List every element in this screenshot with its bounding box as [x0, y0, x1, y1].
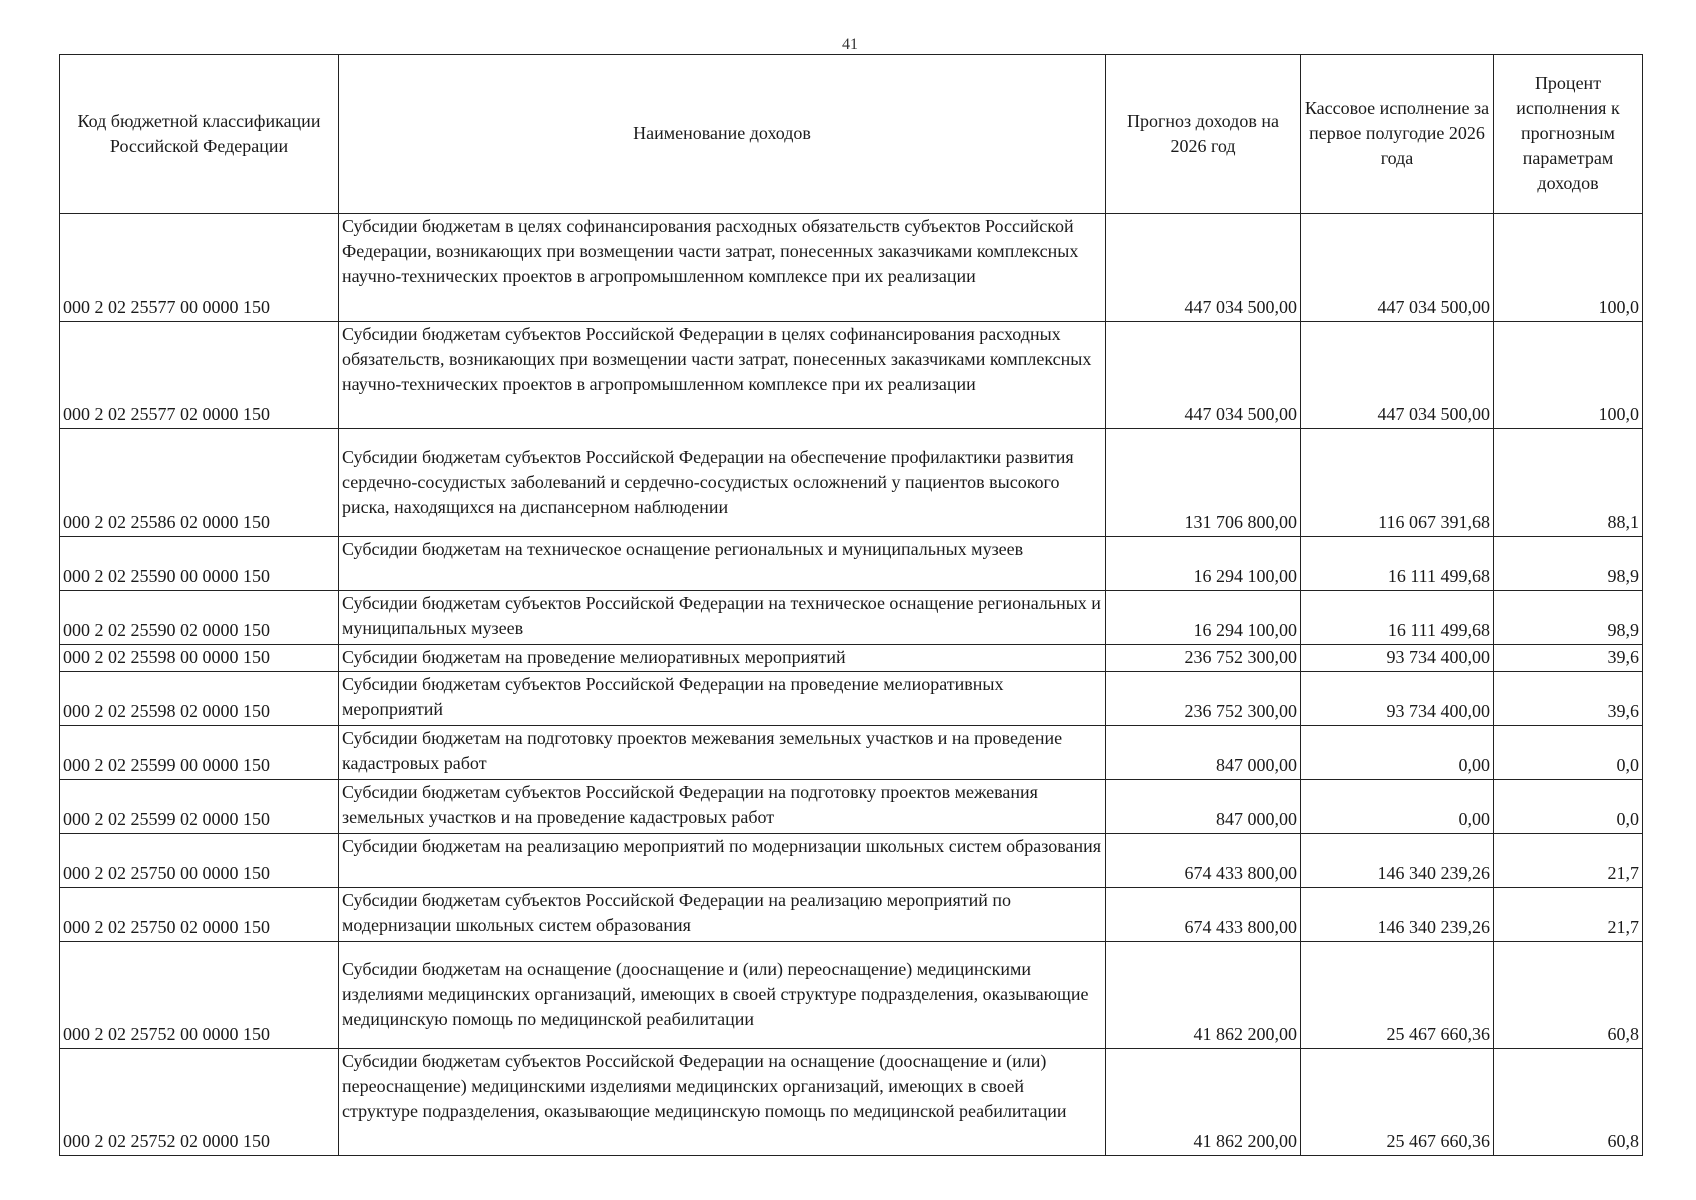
budget-revenue-table	[59, 54, 1643, 1156]
row-percent: 60,8	[1494, 942, 1643, 1049]
header-code	[60, 55, 339, 214]
row-forecast: 847 000,00	[1106, 726, 1301, 780]
table-row	[60, 322, 1643, 429]
row-forecast: 847 000,00	[1106, 780, 1301, 834]
header-execution	[1301, 55, 1494, 214]
row-percent: 88,1	[1494, 429, 1643, 537]
row-percent: 39,6	[1494, 645, 1643, 672]
header-percent	[1494, 55, 1643, 214]
table-row	[60, 942, 1643, 1049]
header-name	[339, 55, 1106, 214]
row-code: 000 2 02 25750 00 0000 150	[60, 834, 339, 888]
row-code: 000 2 02 25598 02 0000 150	[60, 672, 339, 726]
row-forecast: 16 294 100,00	[1106, 591, 1301, 645]
row-forecast: 447 034 500,00	[1106, 214, 1301, 322]
row-execution: 146 340 239,26	[1301, 834, 1494, 888]
table-row	[60, 429, 1643, 537]
row-execution: 0,00	[1301, 726, 1494, 780]
row-execution: 16 111 499,68	[1301, 537, 1494, 591]
row-name: Субсидии бюджетам субъектов Российской Федерации в целях софинансирования расходных обязательств, возникающих при возмещении части затрат, понесенных заказчиками комплексных научно-технических проектов в агропромышленном комплексе при их реализации	[339, 322, 1106, 429]
row-code: 000 2 02 25752 02 0000 150	[60, 1049, 339, 1156]
row-forecast: 236 752 300,00	[1106, 645, 1301, 672]
row-name: Субсидии бюджетам на техническое оснащение региональных и муниципальных музеев	[339, 537, 1106, 591]
row-code: 000 2 02 25577 00 0000 150	[60, 214, 339, 322]
row-forecast: 41 862 200,00	[1106, 1049, 1301, 1156]
row-percent: 0,0	[1494, 780, 1643, 834]
row-name: Субсидии бюджетам в целях софинансирования расходных обязательств субъектов Российской Федерации, возникающих при возмещении части затрат, понесенных заказчиками комплексных научно-технических проектов в агропромышленном комплексе при их реализации	[339, 214, 1106, 322]
row-name: Субсидии бюджетам субъектов Российской Федерации на реализацию мероприятий по модернизации школьных систем образования	[339, 888, 1106, 942]
row-execution: 25 467 660,36	[1301, 942, 1494, 1049]
row-forecast: 674 433 800,00	[1106, 888, 1301, 942]
row-percent: 39,6	[1494, 672, 1643, 726]
row-percent: 21,7	[1494, 888, 1643, 942]
header-execution-label: Кассовое исполнение за первое полугодие 2026 года	[1304, 98, 1490, 168]
row-name: Субсидии бюджетам субъектов Российской Федерации на оснащение (дооснащение и (или) переоснащение) медицинскими изделиями медицинских организаций, имеющих в своей структуре подразделения, оказывающие медицинскую помощь по медицинской реабилитации	[339, 1049, 1106, 1156]
page-number: 41	[842, 36, 858, 53]
table-header-row	[60, 55, 1643, 214]
header-percent-label: Процент исполнения к прогнозным параметрам доходов	[1516, 73, 1620, 193]
row-percent: 98,9	[1494, 537, 1643, 591]
table-row	[60, 537, 1643, 591]
row-name: Субсидии бюджетам на проведение мелиоративных мероприятий	[339, 645, 1106, 672]
row-percent: 0,0	[1494, 726, 1643, 780]
row-code: 000 2 02 25599 02 0000 150	[60, 780, 339, 834]
row-code: 000 2 02 25598 00 0000 150	[60, 645, 339, 672]
header-forecast-label: Прогноз доходов на 2026 год	[1127, 110, 1279, 156]
row-code: 000 2 02 25590 00 0000 150	[60, 537, 339, 591]
row-code: 000 2 02 25577 02 0000 150	[60, 322, 339, 429]
row-execution: 25 467 660,36	[1301, 1049, 1494, 1156]
table-row	[60, 726, 1643, 780]
row-name: Субсидии бюджетам на подготовку проектов межевания земельных участков и на проведение кадастровых работ	[339, 726, 1106, 780]
row-code: 000 2 02 25750 02 0000 150	[60, 888, 339, 942]
table-row	[60, 645, 1643, 672]
row-code: 000 2 02 25599 00 0000 150	[60, 726, 339, 780]
table-row	[60, 214, 1643, 322]
header-code-label: Код бюджетной классификации Российской Федерации	[77, 110, 321, 156]
row-code: 000 2 02 25590 02 0000 150	[60, 591, 339, 645]
row-name: Субсидии бюджетам субъектов Российской Федерации на обеспечение профилактики развития сердечно-сосудистых заболеваний и сердечно-сосудистых осложнений у пациентов высокого риска, находящихся на диспансерном наблюдении	[339, 429, 1106, 537]
row-execution: 16 111 499,68	[1301, 591, 1494, 645]
row-name: Субсидии бюджетам субъектов Российской Федерации на проведение мелиоративных мероприятий	[339, 672, 1106, 726]
row-code: 000 2 02 25586 02 0000 150	[60, 429, 339, 537]
row-name: Субсидии бюджетам на оснащение (дооснащение и (или) переоснащение) медицинскими изделиями медицинских организаций, имеющих в своей структуре подразделения, оказывающие медицинскую помощь по медицинской реабилитации	[339, 942, 1106, 1049]
row-execution: 447 034 500,00	[1301, 214, 1494, 322]
table-row	[60, 1049, 1643, 1156]
row-execution: 93 734 400,00	[1301, 645, 1494, 672]
table-row	[60, 672, 1643, 726]
row-percent: 98,9	[1494, 591, 1643, 645]
row-execution: 93 734 400,00	[1301, 672, 1494, 726]
row-execution: 116 067 391,68	[1301, 429, 1494, 537]
header-forecast	[1106, 55, 1301, 214]
row-execution: 447 034 500,00	[1301, 322, 1494, 429]
row-forecast: 131 706 800,00	[1106, 429, 1301, 537]
table-row	[60, 591, 1643, 645]
row-percent: 21,7	[1494, 834, 1643, 888]
row-name: Субсидии бюджетам субъектов Российской Федерации на техническое оснащение региональных и муниципальных музеев	[339, 591, 1106, 645]
header-name-label: Наименование доходов	[633, 123, 811, 143]
row-forecast: 41 862 200,00	[1106, 942, 1301, 1049]
row-percent: 60,8	[1494, 1049, 1643, 1156]
row-execution: 146 340 239,26	[1301, 888, 1494, 942]
row-name: Субсидии бюджетам на реализацию мероприятий по модернизации школьных систем образования	[339, 834, 1106, 888]
row-execution: 0,00	[1301, 780, 1494, 834]
row-code: 000 2 02 25752 00 0000 150	[60, 942, 339, 1049]
row-forecast: 674 433 800,00	[1106, 834, 1301, 888]
row-forecast: 447 034 500,00	[1106, 322, 1301, 429]
row-name: Субсидии бюджетам субъектов Российской Федерации на подготовку проектов межевания земельных участков и на проведение кадастровых работ	[339, 780, 1106, 834]
row-forecast: 236 752 300,00	[1106, 672, 1301, 726]
row-percent: 100,0	[1494, 322, 1643, 429]
table-row	[60, 888, 1643, 942]
table-row	[60, 780, 1643, 834]
table-row	[60, 834, 1643, 888]
row-forecast: 16 294 100,00	[1106, 537, 1301, 591]
row-percent: 100,0	[1494, 214, 1643, 322]
